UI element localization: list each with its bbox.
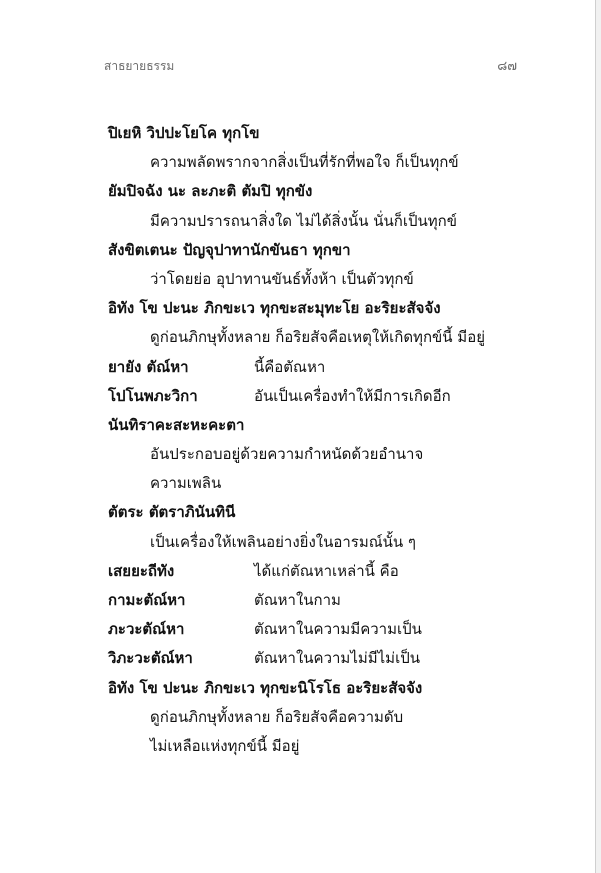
thai-translation: อันประกอบอยู่ด้วยความกำหนัดด้วยอำนาจ — [150, 445, 424, 464]
term-meaning: ตัณหาในกาม — [254, 591, 341, 609]
thai-translation: ดูก่อนภิกษุทั้งหลาย ก็อริยสัจคือความดับ — [150, 707, 404, 726]
thai-translation: เป็นเครื่องให้เพลินอย่างยิ่งในอารมณ์นั้น ๆ — [150, 532, 416, 551]
term-meaning: นี้คือตัณหา — [254, 357, 326, 376]
page-content — [108, 119, 548, 761]
thai-translation: ดูก่อนภิกษุทั้งหลาย ก็อริยสัจคือเหตุให้เกิดทุกข์นี้ มีอยู่ — [150, 328, 485, 347]
thai-translation: ไม่เหลือแห่งทุกข์นี้ มีอยู่ — [150, 736, 300, 755]
page-header — [104, 55, 517, 76]
page-number: ๘๗ — [497, 59, 517, 74]
thai-translation: ว่าโดยย่อ อุปาทานขันธ์ทั้งห้า เป็นตัวทุกข์ — [150, 269, 414, 288]
pali-verse: อิทัง โข ปะนะ ภิกขะเว ทุกขะนิโรโธ อะริยะสัจจัง — [108, 678, 423, 697]
pali-verse: อิทัง โข ปะนะ ภิกขะเว ทุกขะสะมุทะโย อะริยะสัจจัง — [108, 299, 441, 318]
pali-verse: ยัมปิจฉัง นะ ละภะติ ตัมปิ ทุกขัง — [108, 182, 313, 201]
thai-translation: มีความปรารถนาสิ่งใด ไม่ได้สิ่งนั้น นั่นก็เป็นทุกข์ — [150, 211, 457, 230]
pali-term: ภะวะตัณ์หา — [108, 620, 185, 639]
pali-verse: ปิเยหิ วิปปะโยโค ทุกโข — [108, 124, 260, 142]
term-meaning: ตัณหาในความไม่มีไม่เป็น — [254, 649, 420, 668]
pali-term: วิภะวะตัณ์หา — [108, 649, 193, 668]
term-meaning: ตัณหาในความมีความเป็น — [254, 620, 422, 639]
term-row — [108, 644, 548, 673]
term-meaning: ได้แก่ตัณหาเหล่านี้ คือ — [254, 561, 399, 580]
term-row — [108, 615, 548, 644]
thai-translation: ความพลัดพรากจากสิ่งเป็นที่รักที่พอใจ ก็เป็นทุกข์ — [150, 153, 459, 172]
term-row — [108, 382, 548, 411]
pali-term: โปโนพภะวิกา — [108, 386, 198, 405]
pali-term: กามะตัณ์หา — [108, 591, 186, 609]
term-row — [108, 557, 548, 586]
pali-verse: สังขิตเตนะ ปัญจุปาทานักขันธา ทุกขา — [108, 240, 351, 259]
pali-term: เสยยะถีทัง — [108, 561, 175, 580]
pali-verse: ตัตระ ตัตราภินันทินี — [108, 503, 236, 522]
term-meaning: อันเป็นเครื่องทำให้มีการเกิดอีก — [254, 386, 451, 405]
term-row — [108, 586, 548, 615]
term-row — [108, 353, 548, 382]
pali-term: ยายัง ตัณ์หา — [108, 357, 189, 376]
running-title: สาธยายธรรม — [104, 59, 175, 73]
thai-translation: ความเพลิน — [150, 474, 222, 493]
pali-verse: นันทิราคะสะหะคะตา — [108, 415, 245, 434]
